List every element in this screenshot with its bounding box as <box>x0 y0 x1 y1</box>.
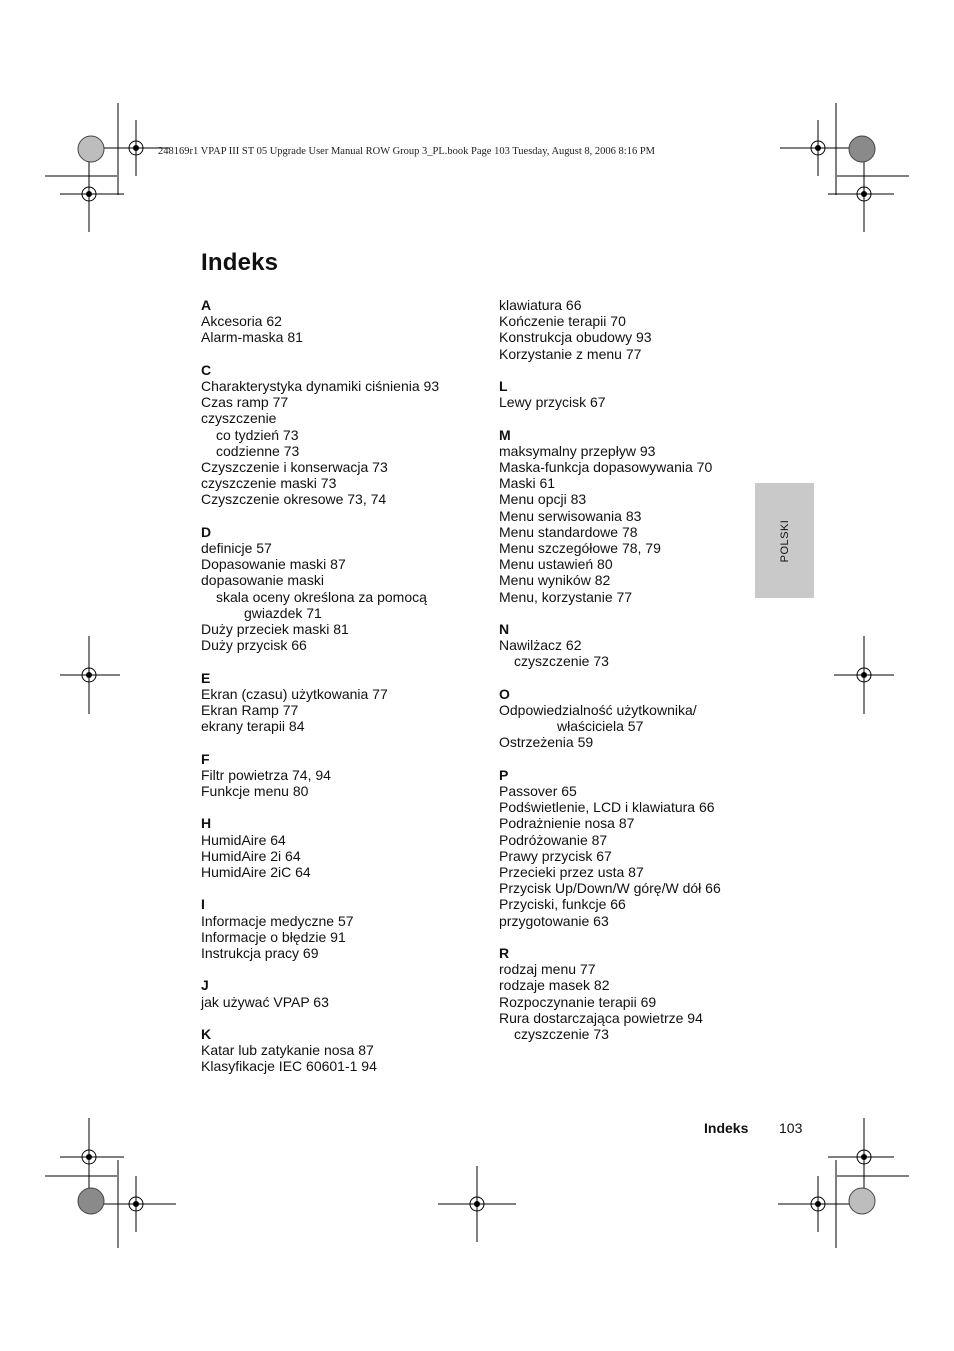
file-header: 248169r1 VPAP III ST 05 Upgrade User Manual ROW Group 3_PL.book Page 103 Tuesday, August 8, 2006 8:16 PM <box>158 146 656 157</box>
index-entry: Duży przycisk 66 <box>201 637 307 654</box>
index-entry: przygotowanie 63 <box>499 912 609 929</box>
index-entry: Alarm-maska 81 <box>201 329 303 346</box>
index-entry: Podświetlenie, LCD i klawiatura 66 <box>499 799 715 816</box>
index-entry: maksymalny przepływ 93 <box>499 442 656 459</box>
index-section <box>499 378 799 410</box>
index-entry: HumidAire 2i 64 <box>201 847 301 864</box>
index-entry: Charakterystyka dynamiki ciśnienia 93 <box>201 378 440 394</box>
language-tab-label: POLSKI <box>778 519 791 562</box>
index-entry: Przycisk Up/Down/W górę/W dół 66 <box>499 880 721 897</box>
index-entry: Odpowiedzialność użytkownika/ <box>499 702 697 719</box>
index-entry: Informacje o błędzie 91 <box>201 928 346 945</box>
index-entry: czyszczenie maski 73 <box>201 475 337 492</box>
index-entry: Konstrukcja obudowy 93 <box>499 329 652 346</box>
section-letter: N <box>499 621 510 638</box>
index-entry: Dopasowanie maski 87 <box>201 556 346 573</box>
section-letter: E <box>201 669 211 686</box>
index-entry: Duży przeciek maski 81 <box>201 621 349 638</box>
index-entry: ekrany terapii 84 <box>201 718 305 735</box>
index-entry: Rozpoczynanie terapii 69 <box>499 993 657 1010</box>
index-entry: dopasowanie maski <box>201 572 324 589</box>
language-tab <box>755 483 814 598</box>
section-letter: M <box>499 426 511 443</box>
index-entry: rodzaj menu 77 <box>499 961 596 978</box>
index-entry: Menu ustawień 80 <box>499 556 613 573</box>
index-entry: co tydzień 73 <box>216 426 299 443</box>
index-entry: Maska-funkcja dopasowywania 70 <box>499 459 713 475</box>
index-entry: Menu szczegółowe 78, 79 <box>499 540 661 557</box>
index-section <box>499 427 799 605</box>
section-letter: L <box>499 378 508 394</box>
index-entry: jak używać VPAP 63 <box>201 993 329 1010</box>
index-section <box>201 751 501 800</box>
index-entry: Prawy przycisk 67 <box>499 847 612 864</box>
footer-label: Indeks <box>704 1120 749 1136</box>
index-entry: Informacje medyczne 57 <box>201 912 354 929</box>
page-title: Indeks <box>201 249 279 276</box>
index-entry: Menu serwisowania 83 <box>499 507 642 524</box>
index-section <box>201 524 501 654</box>
index-section <box>499 945 799 1042</box>
index-entry: Podrażnienie nosa 87 <box>499 815 635 832</box>
index-entry: Kończenie terapii 70 <box>499 313 626 330</box>
index-entry: Czyszczenie okresowe 73, 74 <box>201 491 387 508</box>
index-entry: Instrukcja pracy 69 <box>201 945 319 962</box>
section-letter: R <box>499 945 510 962</box>
section-letter: P <box>499 766 509 783</box>
section-letter: C <box>201 361 212 378</box>
index-entry: Przyciski, funkcje 66 <box>499 896 626 913</box>
index-entry: Funkcje menu 80 <box>201 783 309 800</box>
index-entry: HumidAire 2iC 64 <box>201 864 311 881</box>
index-section <box>499 297 799 362</box>
index-entry: Passover 65 <box>499 783 577 800</box>
index-entry: Ekran Ramp 77 <box>201 702 299 719</box>
index-entry: rodzaje masek 82 <box>499 977 610 994</box>
section-letter: J <box>201 977 209 994</box>
page-number: 103 <box>779 1120 803 1136</box>
index-entry: codzienne 73 <box>216 442 300 459</box>
section-letter: F <box>201 750 210 767</box>
index-column-right <box>499 297 799 1058</box>
index-entry: definicje 57 <box>201 540 272 557</box>
index-entry: Menu opcji 83 <box>499 491 587 508</box>
index-entry: Ekran (czasu) użytkowania 77 <box>201 685 388 702</box>
index-entry: Czyszczenie i konserwacja 73 <box>201 459 388 476</box>
index-section <box>201 1026 501 1075</box>
index-section <box>499 686 799 751</box>
index-entry: Lewy przycisk 67 <box>499 394 606 411</box>
index-entry: Nawilżacz 62 <box>499 637 582 654</box>
index-entry: Klasyfikacje IEC 60601-1 94 <box>201 1058 377 1075</box>
index-entry: klawiatura 66 <box>499 297 582 313</box>
index-section <box>499 621 799 670</box>
section-letter: A <box>201 297 212 313</box>
index-entry: Akcesoria 62 <box>201 313 282 330</box>
index-entry: czyszczenie 73 <box>514 1026 609 1043</box>
index-entry: czyszczenie <box>201 410 277 427</box>
section-letter: O <box>499 685 510 702</box>
section-letter: D <box>201 523 212 540</box>
index-entry: Rura dostarczająca powietrze 94 <box>499 1009 703 1026</box>
index-entry: Czas ramp 77 <box>201 394 289 411</box>
index-section <box>201 670 501 735</box>
index-entry: czyszczenie 73 <box>514 653 609 670</box>
index-section <box>499 767 799 929</box>
index-entry: Menu, korzystanie 77 <box>499 588 633 605</box>
index-entry: Maski 61 <box>499 475 556 492</box>
section-letter: K <box>201 1026 212 1043</box>
index-entry: Przecieki przez usta 87 <box>499 864 644 881</box>
index-entry: Filtr powietrza 74, 94 <box>201 766 331 783</box>
index-section <box>201 896 501 961</box>
index-section <box>201 362 501 508</box>
index-section <box>201 297 501 346</box>
index-entry: Menu wyników 82 <box>499 572 611 589</box>
index-section <box>201 977 501 1009</box>
section-letter: I <box>201 896 205 913</box>
index-entry: Menu standardowe 78 <box>499 523 638 540</box>
index-entry: Ostrzeżenia 59 <box>499 734 594 751</box>
section-letter: H <box>201 815 212 832</box>
index-entry: Podróżowanie 87 <box>499 831 608 848</box>
index-entry: Katar lub zatykanie nosa 87 <box>201 1042 374 1059</box>
index-section <box>201 815 501 880</box>
index-entry: skala oceny określona za pomocą <box>216 588 427 605</box>
index-column-left <box>201 297 501 1091</box>
index-entry: właściciela 57 <box>557 718 644 735</box>
index-entry: gwiazdek 71 <box>244 604 322 621</box>
index-entry: Korzystanie z menu 77 <box>499 345 642 362</box>
index-entry: HumidAire 64 <box>201 831 286 848</box>
